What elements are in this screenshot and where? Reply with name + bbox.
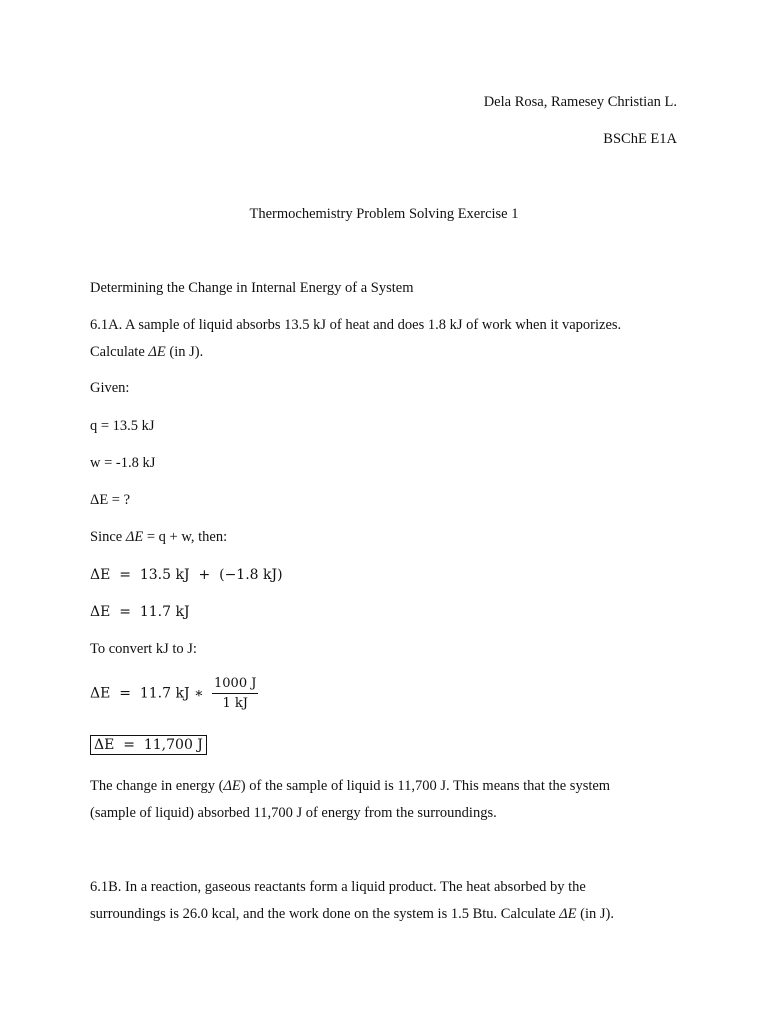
delta-e-symbol: ΔE: [125, 529, 144, 545]
answer-box: ΔE = 11,700 J: [90, 736, 207, 754]
given-q: q = 13.5 kJ: [90, 418, 155, 434]
problem-a-line-1: 6.1A. A sample of liquid absorbs 13.5 kJ of heat and does 1.8 kJ of work when it vaporizes.: [90, 317, 622, 333]
fraction-numerator: 1000 J: [212, 676, 258, 694]
problem-b-line-1: 6.1B. In a reaction, gaseous reactants form a liquid product. The heat absorbed by the: [90, 879, 586, 895]
conclusion-line-1: The change in energy (ΔE) of the sample of liquid is 11,700 J. This means that the system: [90, 778, 611, 794]
author-name: Dela Rosa, Ramesey Christian L.: [483, 94, 677, 110]
problem-b-line-2: surroundings is 26.0 kcal, and the work done on the system is 1.5 Btu. Calculate ΔE (in J).: [90, 906, 615, 922]
delta-e-symbol: ΔE: [148, 344, 166, 360]
section-heading: Determining the Change in Internal Energy of a System: [90, 280, 414, 296]
problem-a-line-2: Calculate ΔE (in J).: [90, 344, 204, 360]
given-w: w = -1.8 kJ: [90, 455, 156, 471]
conclusion-line-2: (sample of liquid) absorbed 11,700 J of energy from the surroundings.: [90, 805, 497, 821]
delta-e-symbol: ΔE: [223, 778, 241, 794]
equation-1: ΔE = 13.5 kJ + (−1.8 kJ): [90, 567, 283, 583]
equation-2: ΔE = 11.7 kJ: [90, 604, 190, 620]
since-line: Since ΔE = q + w, then:: [90, 529, 228, 545]
conversion-fraction: [212, 676, 258, 711]
given-delta-e: ΔE = ?: [90, 492, 131, 508]
section-label: BSChE E1A: [603, 131, 677, 147]
document-title: Thermochemistry Problem Solving Exercise 1: [249, 206, 519, 222]
equation-3: ΔE = 11.7 kJ ∗ $\frac{1000 J}{1 kJ}$: [90, 676, 257, 711]
given-label: Given:: [90, 380, 130, 396]
fraction-denominator: 1 kJ: [222, 696, 248, 711]
delta-e-symbol: ΔE: [559, 906, 577, 922]
convert-label: To convert kJ to J:: [90, 641, 197, 657]
